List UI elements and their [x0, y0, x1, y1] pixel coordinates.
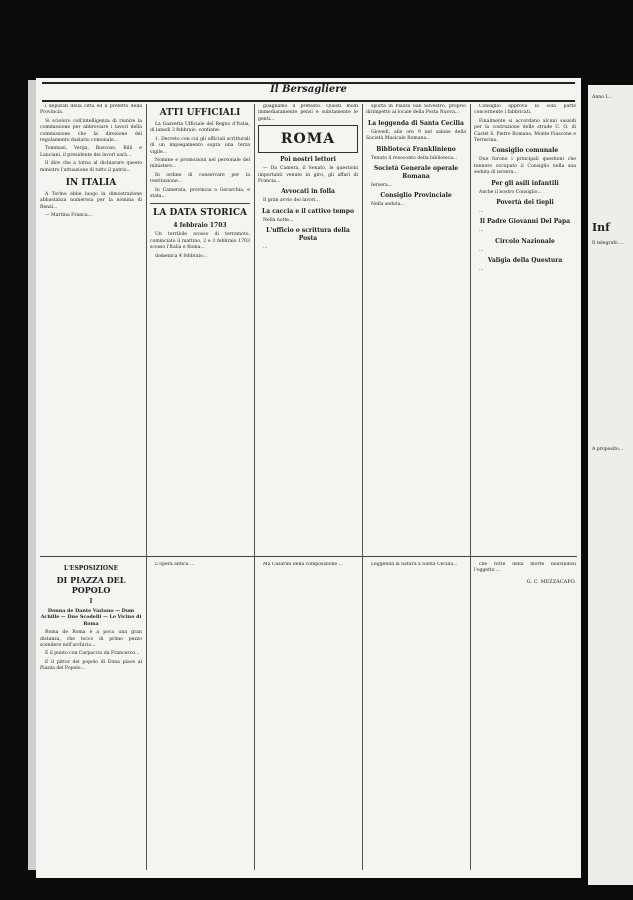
paragraph: L'opera antica ...	[155, 562, 195, 567]
paragraph: Giovedì, alle ore 9 nel salone della Società Musicale Romana...	[366, 129, 466, 142]
paragraph: che tutte della morte neavindosi l'oggetto ...	[474, 562, 576, 574]
paragraph: Finalmente si accordano alcuni sussidi per la costruzione delle strade C. O. di Castel S. Pietro Romano, Monte Fiascone e Terracina.	[474, 118, 576, 144]
subheading: Società Generale operale Romana	[373, 165, 459, 181]
lower-column-2	[150, 562, 250, 872]
subheading: La caccia e il cattivo tempo	[262, 207, 354, 215]
paragraph: Si scioloro coll'intelligenza di riunire la commissione per abbreviare i lavori della commissione che la direzione del regolamento daziario comunale...	[40, 118, 142, 144]
paragraph: In Camerata, provincia a Gerarchia, e stata...	[150, 187, 250, 200]
column-divider	[254, 104, 255, 870]
paragraph: sporta in Piazza San Silvestro, proprio dirimpetto al locale della Posta Nuova...	[366, 104, 466, 116]
lower-column-5	[474, 562, 576, 872]
subheading: Consiglio Provinciale	[380, 192, 452, 200]
rule	[150, 203, 250, 204]
paragraph: — Da Camera, il Senato, le questioni importanti venute in giro, gli affari di Francia...	[258, 166, 358, 185]
paragraph: La Gazzetta Ufficiale del Regno d'Italia, di lunedì 3 febbraio, contiene:	[150, 122, 250, 134]
column-5	[474, 104, 576, 550]
paragraph: Un terribile scosso di terremoto, cominciato il mattino, 2 e 3 febbraio 1703 scosso l'Italia e Roma...	[150, 232, 250, 251]
subheading: Il Padre Giovanni Del Papa	[479, 218, 571, 226]
esposizione-label: L'ESPOSIZIONE	[63, 565, 119, 572]
paragraph: E il pittor del popolo di Enna piace al Piazza del Popolo...	[40, 659, 142, 672]
section-heading-data-storica: LA DATA STORICA	[153, 208, 247, 219]
adjacent-page-text	[592, 95, 630, 454]
adjacent-paragraph: Il telegrafo ...	[592, 241, 624, 247]
paragraph: domenica 4 febbraio...	[155, 253, 208, 259]
column-4	[366, 104, 466, 550]
paragraph: Consiglio approva la sola parte concernente i fabbricati.	[474, 104, 576, 116]
lower-column-3	[258, 562, 358, 872]
column-divider	[362, 104, 363, 870]
roma-heading-box	[258, 125, 358, 153]
section-heading-roma: ROMA	[280, 131, 336, 148]
esposizione-chapter: I	[89, 598, 93, 605]
page-binding	[28, 80, 36, 870]
adjacent-paragraph: A proposito...	[592, 447, 624, 453]
paragraph: — Martina Franca...	[45, 213, 92, 219]
fold-rule	[40, 556, 577, 557]
paragraph: ...	[479, 228, 484, 234]
masthead-title: Il Bersagliere	[270, 84, 347, 95]
paragraph: Nella seduta...	[371, 202, 405, 208]
paragraph: guagliamo il pretesto. Questi modi immediatamente pensi e subitamente le genti...	[258, 104, 358, 122]
paragraph: Il dire che a torna al dichiarare questo ministro l'attuazione di tutto il patrio...	[40, 161, 142, 173]
section-heading-atti-ufficiali: ATTI UFFICIALI	[159, 108, 241, 118]
column-3	[258, 104, 358, 550]
paragraph: Nomine e promozioni nel personale del ministero...	[150, 158, 250, 170]
paragraph: Tenuto il resoconto della biblioteca...	[371, 155, 458, 161]
adjacent-page-edge	[588, 85, 633, 885]
column-2	[150, 104, 250, 550]
subheading: Biblioteca Franklinieno	[376, 145, 456, 153]
paragraph: Leggenda la natura a Santa Cecilia...	[371, 562, 458, 567]
subheading: Valigia della Questura	[487, 257, 563, 265]
paragraph: Nella notte...	[263, 217, 294, 223]
paragraph: È il punto con Carpaccio da Francesco...	[45, 651, 140, 657]
lower-column-4	[366, 562, 466, 872]
paragraph: Roma de Roma è a poca una gran distanza, che tocco di primo pezzo scendere nell'archivio...	[40, 630, 142, 649]
subheading: La leggenda di Santa Cecilia	[368, 119, 464, 127]
paragraph: A Torino ebbe luogo la dimostrazione abbastanza numerosa per la nomina di Renzi...	[40, 192, 142, 210]
paragraph: 1. Decreto con cui gli ufficiali scritturali di un impiegamento sopra una terza vigile...	[150, 136, 250, 155]
newspaper-page	[36, 78, 581, 878]
paragraph: Due furono i principali questioni che tennero occupato il Consiglio nella sua seduta di iersera...	[474, 157, 576, 176]
column-divider	[146, 104, 147, 870]
paragraph: ...	[479, 267, 484, 273]
column-1	[40, 104, 142, 550]
subheading: L'ufficio o scrittura della Posta	[266, 227, 350, 243]
adjacent-heading: Inf	[592, 221, 610, 235]
storica-date: 4 febbraio 1703	[173, 222, 227, 230]
subheading: Circolo Nazionale	[495, 237, 555, 245]
esposizione-title: DI PIAZZA DEL POPOLO	[56, 575, 126, 595]
paragraph: Iersera...	[371, 183, 393, 189]
subheading: Per gli asili infantili	[491, 179, 559, 187]
paragraph: Anche il nostro Consiglio...	[479, 189, 542, 195]
paragraph: ...	[479, 247, 484, 253]
paragraph: Ma Casarini della composizione ...	[263, 562, 344, 567]
section-heading-in-italia: IN ITALIA	[65, 178, 117, 189]
esposizione-subtitle: Donna de Dante Vaziano — Dom Achille — Due Scodelli — Le Vicino di Roma	[40, 608, 142, 627]
adjacent-date: Anno I...	[592, 95, 612, 100]
subheading: Povertà dei tiepli	[496, 199, 554, 207]
paragraph: In ordine di conservare per la restituzione...	[150, 172, 250, 185]
author-signature: G. C. MEZZACAPO.	[526, 578, 576, 585]
paragraph: i deputati della città ed il prefetto della Provincia.	[40, 104, 142, 116]
subheading: Avvocati in folla	[281, 188, 335, 196]
paragraph: Tommasi, Verga, Buscoso, Billi e Lanciani, il presidente dei lavori sarà...	[40, 146, 142, 158]
paragraph: Il gran avvio dei lavori...	[263, 198, 320, 204]
subheading: Poi nostri lettori	[280, 156, 336, 164]
paragraph: ...	[479, 209, 484, 215]
masthead-rule-bottom	[42, 100, 575, 102]
column-divider	[470, 104, 471, 870]
subheading: Consiglio comunale	[491, 147, 559, 155]
esposizione-column	[40, 562, 142, 872]
paragraph: ...	[263, 245, 268, 251]
